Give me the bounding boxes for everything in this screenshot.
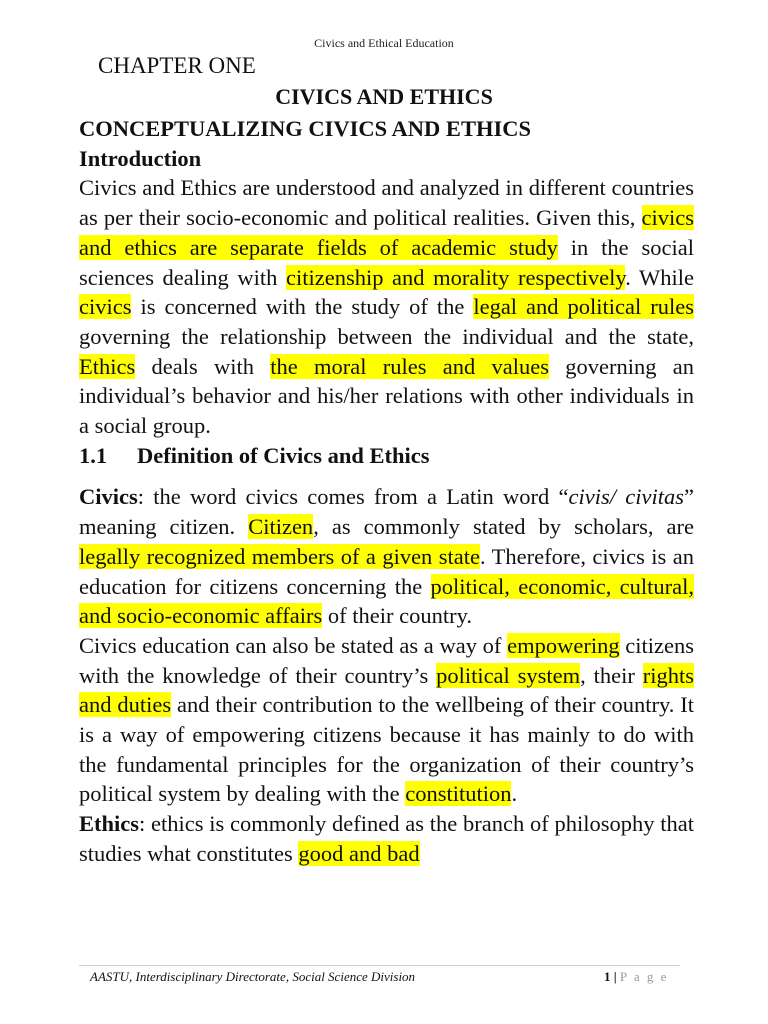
page-indicator <box>604 969 668 985</box>
highlight-good-bad: good and bad <box>298 840 420 866</box>
ethics-text-1: : ethics is commonly defined as the branch of philosophy that studies what constitutes <box>79 811 694 866</box>
highlight-affairs: political, economic, cultural, and socio-economic affairs <box>79 573 695 629</box>
civics-text-5: of their country. <box>322 603 472 629</box>
highlight-empowering: empowering <box>507 632 620 658</box>
civics-text-3: , as commonly stated by scholars, are <box>313 514 694 540</box>
civics-edu-text-3: , their <box>580 662 643 688</box>
highlight-2: citizenship and morality respectively <box>285 264 626 290</box>
intro-text-2: in the social sciences dealing with <box>79 234 694 290</box>
civics-text-4: . Therefore, civics is an education for citizens concerning the <box>79 543 694 599</box>
intro-text-1: Civics and Ethics are understood and analyzed in different countries as per their socio-economic and political realities. Given this, <box>79 175 694 231</box>
intro-text-5: governing the relationship between the individual and the state, <box>79 323 694 349</box>
paragraph-spacer <box>79 470 694 482</box>
ethics-term: Ethics <box>79 811 140 837</box>
highlight-3: civics <box>79 294 132 320</box>
chapter-label: CHAPTER ONE <box>98 53 256 78</box>
footer-divider <box>79 965 680 966</box>
highlight-4: legal and political rules <box>473 294 694 320</box>
section-title: CONCEPTUALIZING CIVICS AND ETHICS <box>79 116 531 141</box>
highlight-6: the moral rules and values <box>270 353 550 379</box>
ethics-definition <box>79 809 694 868</box>
page-separator: | <box>613 969 617 984</box>
footer-institution: AASTU, Interdisciplinary Directorate, Social Science Division <box>90 969 416 984</box>
page-label: P a g e <box>619 969 669 984</box>
section-heading-text: Definition of Civics and Ethics <box>137 442 430 468</box>
latin-term: civis/ civitas <box>568 484 684 510</box>
civics-text-2: ” meaning citizen. <box>79 484 694 540</box>
intro-text-4: is concerned with the study of the <box>131 294 474 320</box>
section-number: 1.1 <box>79 442 108 468</box>
civics-term: Civics <box>79 484 138 510</box>
intro-paragraph <box>79 173 694 440</box>
document-body <box>79 114 694 869</box>
highlight-members: legally recognized members of a given state <box>79 543 480 569</box>
intro-text-7: governing an individual’s behavior and his/her relations with other individuals in a social group. <box>79 353 695 439</box>
civics-text-1: : the word civics comes from a Latin word “ <box>137 484 569 510</box>
civics-edu-text-1: Civics education can also be stated as a way of <box>79 632 508 658</box>
highlight-constitution: constitution <box>405 781 512 807</box>
page-number: 1 <box>604 969 611 984</box>
highlight-rights-duties: rights and duties <box>79 662 694 718</box>
highlight-political-system: political system <box>436 662 581 688</box>
civics-definition <box>79 482 694 631</box>
highlight-5: Ethics <box>79 353 136 379</box>
chapter-title: CIVICS AND ETHICS <box>275 84 493 109</box>
civics-education-paragraph <box>79 631 694 809</box>
civics-edu-text-5: . <box>511 781 518 807</box>
civics-edu-text-2: citizens with the knowledge of their country’s <box>79 632 694 688</box>
civics-edu-text-4: and their contribution to the wellbeing of their country. It is a way of empowering citizens because it has mainly to do with the fundamental principles for the organization of their country’s political system by dealing with the <box>79 692 695 807</box>
intro-heading: Introduction <box>79 145 202 171</box>
intro-text-3: . While <box>625 264 694 290</box>
running-header: Civics and Ethical Education <box>314 36 454 50</box>
intro-text-6: deals with <box>135 353 271 379</box>
highlight-1: civics and ethics are separate fields of academic study <box>79 205 694 260</box>
highlight-citizen: Citizen <box>248 514 314 540</box>
section-heading-1-1 <box>79 441 694 471</box>
